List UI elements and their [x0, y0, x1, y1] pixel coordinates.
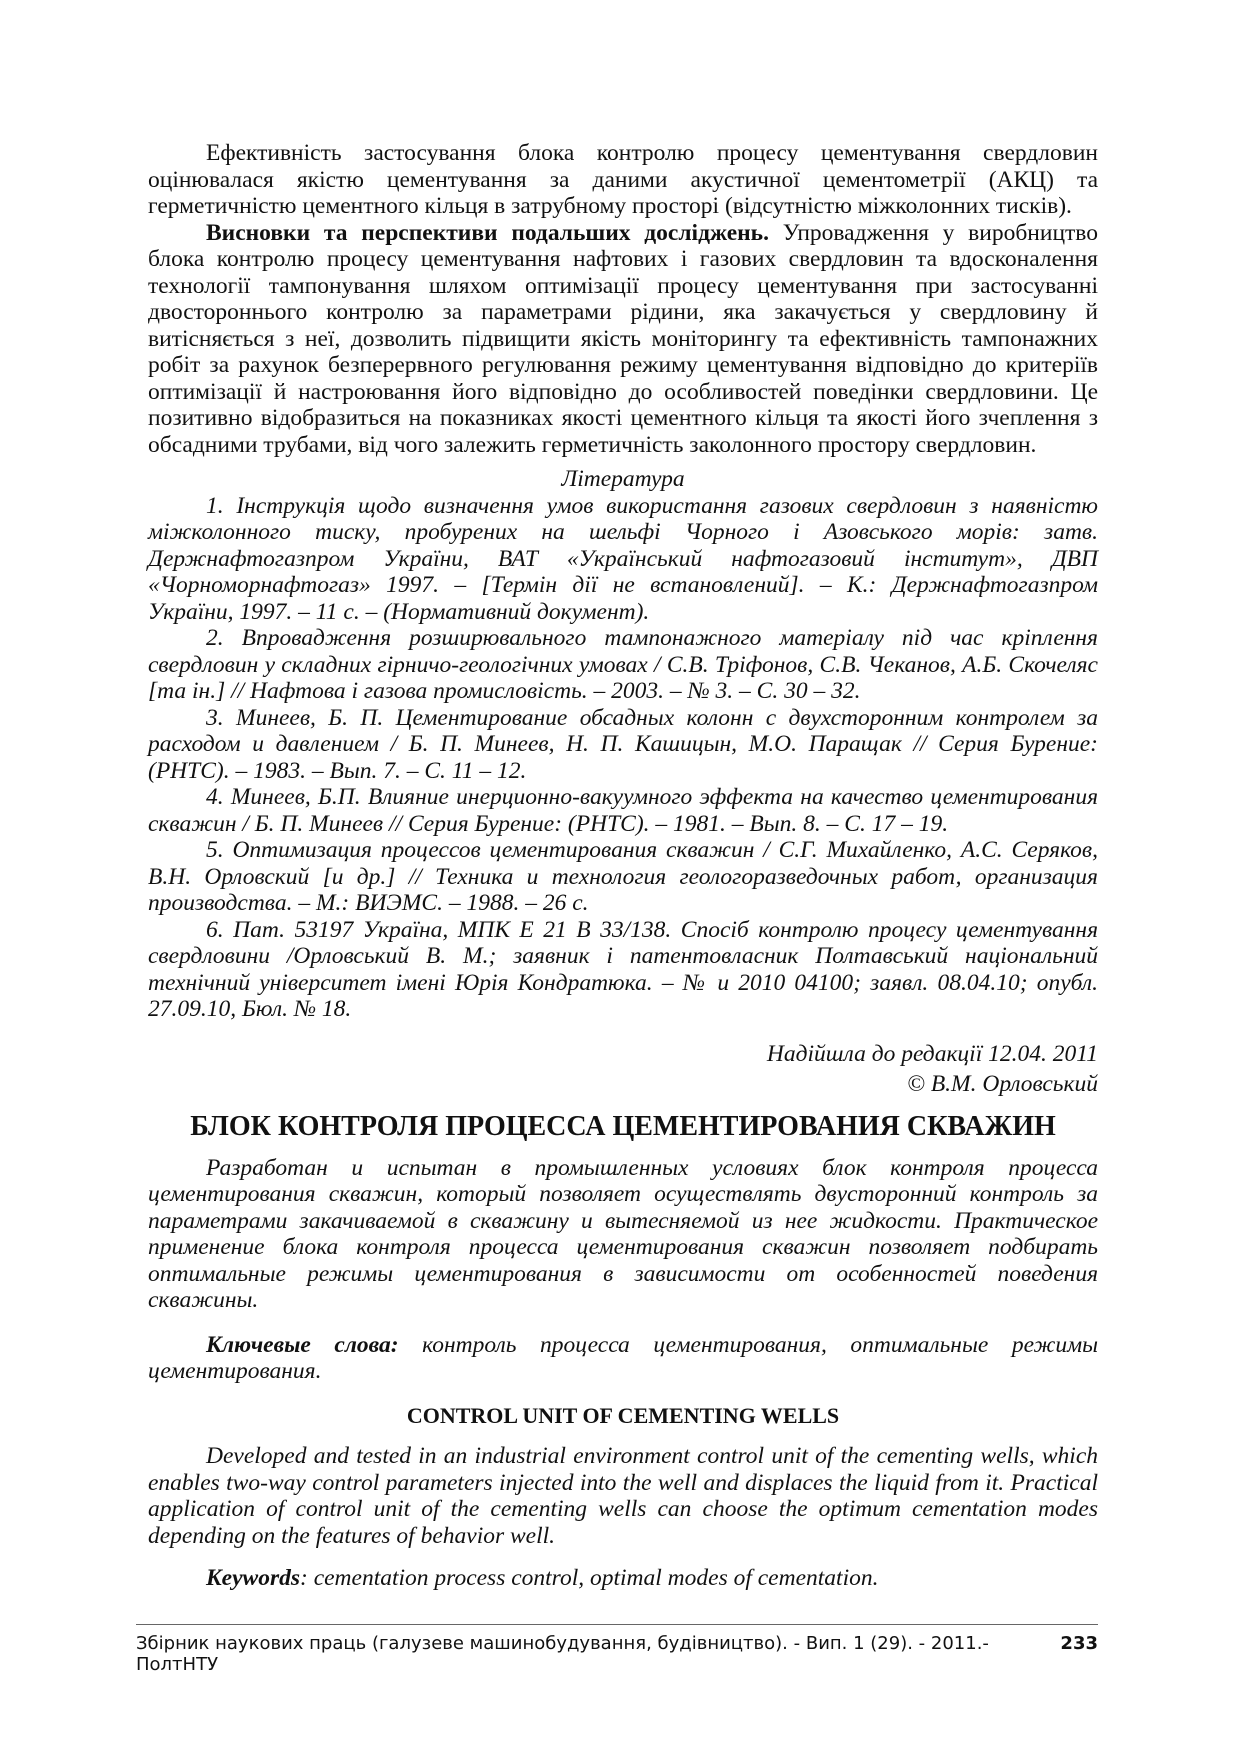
- page-content: [148, 140, 1098, 1592]
- reference-1: 1. Інструкція щодо визначення умов використання газових свердловин з наявністю міжколонного тиску, пробурених на шельфі Чорного і Азовського морів: затв. Держнафтогазпром України, ВАТ «Український нафтогазовий інститут», ДВП «Чорноморнафтогаз» 1997. – [Термін дії не встановлений]. – К.: Держнафтогазпром України, 1997. – 11 с. – (Нормативний документ).: [148, 492, 1098, 625]
- reference-4: 4. Минеев, Б.П. Влияние инерционно-вакуумного эффекта на качество цементирования скважин / Б. П. Минеев // Серия Бурение: (РНТС). – 1981. – Вып. 8. – С. 17 – 19.: [148, 784, 1098, 837]
- page-footer: [136, 1624, 1098, 1675]
- received-block: [148, 1039, 1098, 1099]
- conclusions-text: Упровадження у виробництво блока контролю процесу цементування нафтових і газових свердловин та вдосконалення технології тампонування шляхом оптимізації процесу цементування при застосуванні двостороннього контролю за параметрами рідини, яка закачується у свердловину й витісняється з неї, дозволить підвищити якість моніторингу та ефективність тампонажних робіт за рахунок безперервного регулювання режиму цементування відповідно до критеріїв оптимізації й настроювання його відповідно до особливостей поведінки свердловини. Це позитивно відобразиться на показниках якості цементного кільця та якості його зчеплення з обсадними трубами, від чого залежить герметичність заколонного простору свердловин.: [148, 219, 1098, 458]
- abstract-en: Developed and tested in an industrial environment control unit of the cementing wells, which enables two-way control parameters injected into the well and displaces the liquid from it. Practical application of control unit of the cementing wells can choose the optimum cementation modes depending on the features of behavior well.: [148, 1443, 1098, 1549]
- paragraph-conclusions: [148, 220, 1098, 459]
- received-date: Надійшла до редакції 12.04. 2011: [766, 1040, 1098, 1067]
- copyright-author: © В.М. Орловський: [907, 1070, 1098, 1097]
- paragraph-effectiveness: Ефективність застосування блока контролю процесу цементування свердловин оцінювалася якістю цементування за даними акустичної цементометрії (АКЦ) та герметичністю цементного кільця в затрубному просторі (відсутністю міжколонних тисків).: [148, 140, 1098, 219]
- article-title-ru: БЛОК КОНТРОЛЯ ПРОЦЕССА ЦЕМЕНТИРОВАНИЯ СКВАЖИН: [190, 1110, 1056, 1142]
- reference-5: 5. Оптимизация процессов цементирования скважин / С.Г. Михайленко, А.С. Серяков, В.Н. Орловский [и др.] // Техника и технология геологоразведочных работ, организация производства. – М.: ВИЭМС. – 1988. – 26 с.: [148, 837, 1098, 916]
- literature-heading: Література: [561, 466, 685, 492]
- reference-2: 2. Впровадження розширювального тампонажного матеріалу під час кріплення свердловин у складних гірничо-геологічних умовах / С.В. Тріфонов, С.В. Чеканов, А.Б. Скочеляс [та ін.] // Нафтова і газова промисловість. – 2003. – № 3. – С. 30 – 32.: [148, 625, 1098, 704]
- keywords-en-text: : cementation process control, optimal modes of cementation.: [300, 1565, 879, 1591]
- reference-6: 6. Пат. 53197 Україна, МПК Е 21 В 33/138. Спосіб контролю процесу цементування свердловини /Орловський В. М.; заявник і патентовласник Полтавський національний технічний університет імені Юрія Кондратюка. – № и 2010 04100; заявл. 08.04.10; опубл. 27.09.10, Бюл. № 18.: [148, 916, 1098, 1022]
- article-title-en: CONTROL UNIT OF CEMENTING WELLS: [406, 1402, 840, 1428]
- keywords-en-label: Keywords: [206, 1565, 300, 1591]
- conclusions-heading: Висновки та перспективи подальших досліджень.: [206, 219, 769, 246]
- keywords-ru-text: контроль процесса цементирования, оптимальные режимы цементирования.: [148, 1331, 1098, 1384]
- journal-citation: Збірник наукових праць (галузеве машинобудування, будівництво). - Вип. 1 (29). - 2011.-ПолтНТУ: [136, 1633, 989, 1675]
- keywords-ru: [148, 1332, 1098, 1385]
- reference-3: 3. Минеев, Б. П. Цементирование обсадных колонн с двухсторонним контролем за расходом и давлением / Б. П. Минеев, Н. П. Кашицын, М.О. Паращак // Серия Бурение: (РНТС). – 1983. – Вып. 7. – С. 11 – 12.: [148, 704, 1098, 784]
- abstract-ru: Разработан и испытан в промышленных условиях блок контроля процесса цементирования скважин, который позволяет осуществлять двусторонний контроль за параметрами закачиваемой в скважину и вытесняемой из нее жидкости. Практическое применение блока контроля процесса цементирования скважин позволяет подбирать оптимальные режимы цементирования в зависимости от особенностей поведения скважины.: [148, 1154, 1098, 1313]
- keywords-ru-label: Ключевые слова:: [206, 1331, 399, 1358]
- keywords-en: [148, 1565, 1098, 1592]
- page-number: 233: [1060, 1633, 1098, 1654]
